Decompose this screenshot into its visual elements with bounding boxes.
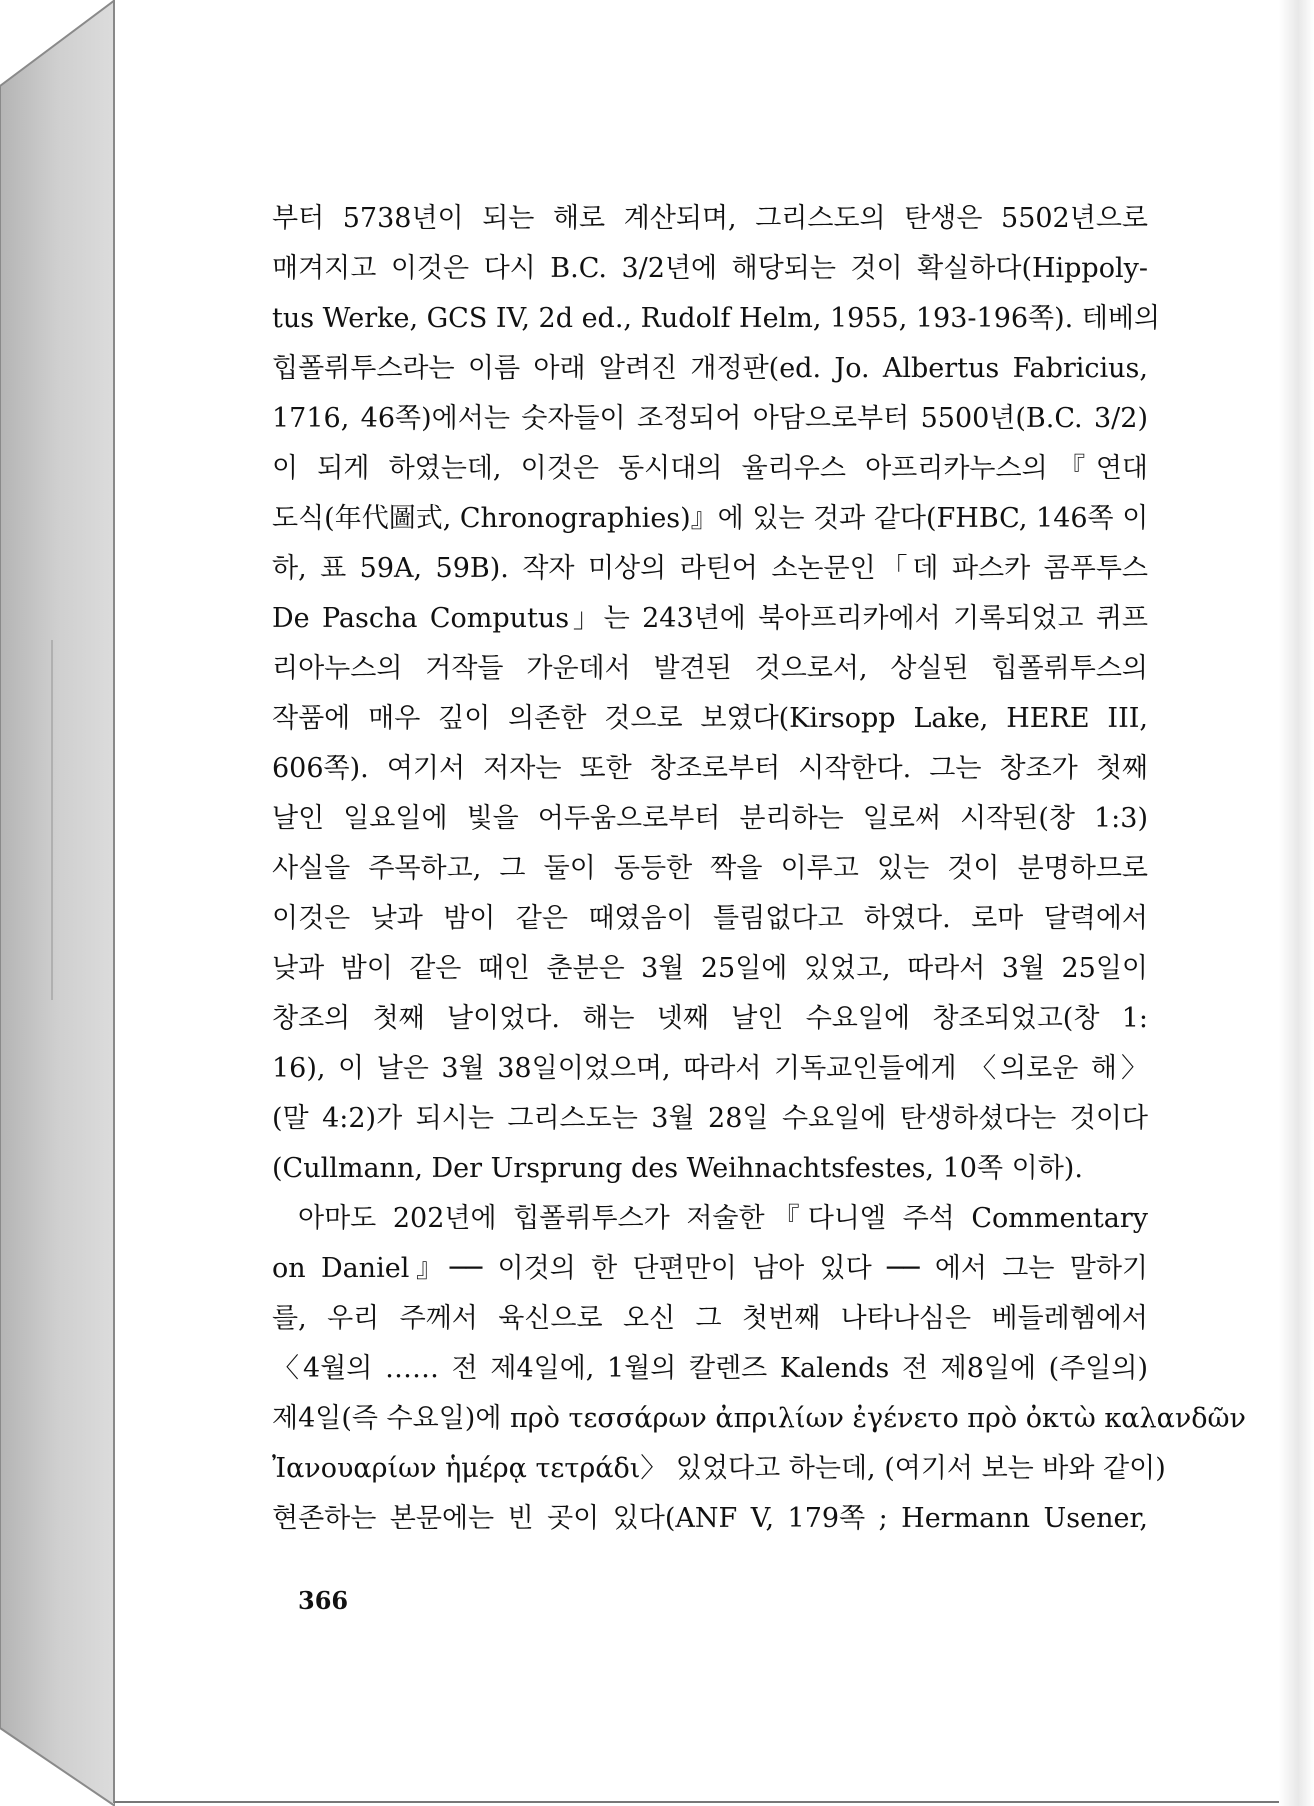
text-line: 사실을 주목하고, 그 둘이 동등한 짝을 이루고 있는 것이 분명하므로	[272, 853, 1148, 884]
text-line: 리아누스의 거작들 가운데서 발견된 것으로서, 상실된 힙폴뤼투스의	[272, 653, 1148, 684]
text-line: 이것은 낮과 밤이 같은 때였음이 틀림없다고 하였다. 로마 달력에서	[272, 903, 1148, 934]
text-line: 이 되게 하였는데, 이것은 동시대의 율리우스 아프리카누스의『연대	[272, 453, 1148, 484]
text-line: Ἰανουαρίων ἡμέρᾳ τετράδι〉 있었다고 하는데, (여기서 보는 바와 같이)	[272, 1453, 1166, 1484]
text-line: 부터 5738년이 되는 해로 계산되며, 그리스도의 탄생은 5502년으로	[272, 203, 1148, 234]
text-line: 아마도 202년에 힙폴뤼투스가 저술한『다니엘 주석 Commentary	[298, 1203, 1148, 1234]
page-edge-shadow	[1279, 0, 1314, 1806]
text-line: (Cullmann, Der Ursprung des Weihnachtsfestes, 10쪽 이하).	[272, 1153, 1083, 1184]
text-line: 도식(年代圖式, Chronographies)』에 있는 것과 같다(FHBC, 146쪽 이	[272, 503, 1149, 534]
text-line: on Daniel』── 이것의 한 단편만이 남아 있다 ── 에서 그는 말하기	[272, 1253, 1148, 1284]
text-line: 〈4월의 …… 전 제4일에, 1월의 칼렌즈 Kalends 전 제8일에 (주일의)	[272, 1353, 1148, 1384]
text-line: 현존하는 본문에는 빈 곳이 있다(ANF V, 179쪽 ; Hermann Usener,	[272, 1503, 1148, 1534]
page-number: 366	[298, 1586, 349, 1615]
text-line: 작품에 매우 깊이 의존한 것으로 보였다(Kirsopp Lake, HERE III,	[272, 703, 1148, 734]
text-line: 를, 우리 주께서 육신으로 오신 그 첫번째 나타나심은 베들레헴에서	[272, 1303, 1148, 1334]
text-line: 16), 이 날은 3월 38일이었으며, 따라서 기독교인들에게 〈의로운 해〉	[272, 1053, 1148, 1084]
text-line: De Pascha Computus」는 243년에 북아프리카에서 기록되었고 퀴프	[272, 603, 1148, 634]
text-line: 날인 일요일에 빛을 어두움으로부터 분리하는 일로써 시작된(창 1:3)	[272, 803, 1148, 834]
text-line: 제4일(즉 수요일)에 πρὸ τεσσάρων ἀπριλίων ἐγένετο πρὸ ὀκτὼ καλανδῶν	[272, 1403, 1246, 1434]
text-line: 매겨지고 이것은 다시 B.C. 3/2년에 해당되는 것이 확실하다(Hippoly-	[272, 253, 1148, 284]
text-line: tus Werke, GCS IV, 2d ed., Rudolf Helm, 1955, 193-196쪽). 테베의	[272, 303, 1161, 334]
body-text	[272, 194, 1246, 1544]
text-line: (말 4:2)가 되시는 그리스도는 3월 28일 수요일에 탄생하셨다는 것이다	[272, 1103, 1148, 1134]
book-spine	[0, 0, 115, 1806]
text-line: 1716, 46쪽)에서는 숫자들이 조정되어 아담으로부터 5500년(B.C. 3/2)	[272, 403, 1148, 434]
text-line: 하, 표 59A, 59B). 작자 미상의 라틴어 소논문인「데 파스카 콤푸투스	[272, 553, 1148, 584]
text-line: 606쪽). 여기서 저자는 또한 창조로부터 시작한다. 그는 창조가 첫째	[272, 753, 1148, 784]
text-line: 힙폴뤼투스라는 이름 아래 알려진 개정판(ed. Jo. Albertus Fabricius,	[272, 353, 1148, 384]
text-line: 낮과 밤이 같은 때인 춘분은 3월 25일에 있었고, 따라서 3월 25일이	[272, 953, 1148, 984]
text-line: 창조의 첫째 날이었다. 해는 넷째 날인 수요일에 창조되었고(창 1:	[272, 1003, 1148, 1034]
